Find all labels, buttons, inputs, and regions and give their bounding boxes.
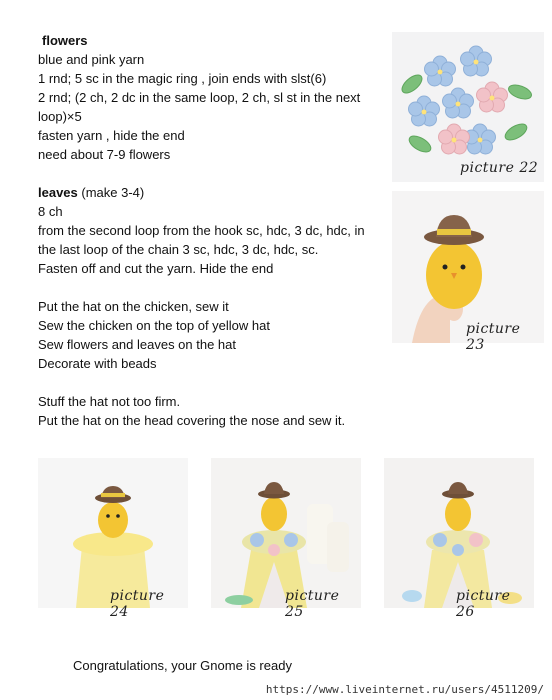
assembly-line: Sew the chicken on the top of yellow hat [38,318,270,333]
assembly-line: Sew flowers and leaves on the hat [38,337,237,352]
flowers-heading: flowers [42,33,88,48]
gnome-base-illustration [38,458,188,608]
finish-line: Put the hat on the head covering the nose and sew it. [38,413,346,428]
leaves-line: the last loop of the chain 3 sc, hdc, 3 dc, hdc, sc. [38,242,319,257]
closing-text: Congratulations, your Gnome is ready [73,658,292,673]
leaves-line: Fasten off and cut the yarn. Hide the end [38,261,274,276]
leaves-heading-row [38,183,144,202]
watermark-url[interactable]: https://www.liveinternet.ru/users/4511209/ [265,683,544,696]
leaves-line: 8 ch [38,204,63,219]
leaves-heading: leaves [38,185,78,200]
picture-24-photo [38,458,188,620]
flowers-line: 2 rnd; (2 ch, 2 dc in the same loop, 2 ch, sl st in the next [38,90,361,105]
gnome-candles-illustration [211,458,361,608]
picture-26-photo [384,458,534,620]
leaves-note: (make 3-4) [77,185,145,200]
flowers-line: blue and pink yarn [38,52,145,67]
picture-25-photo [211,458,361,620]
flowers-line: 1 rnd; 5 sc in the magic ring , join ends with slst(6) [38,71,327,86]
leaves-line: from the second loop from the hook sc, hdc, 3 dc, hdc, in [38,223,365,238]
flowers-line: need about 7-9 flowers [38,147,171,162]
assembly-line: Put the hat on the chicken, sew it [38,299,229,314]
picture-22-photo [392,32,544,182]
picture-23-photo [392,191,544,353]
finish-line: Stuff the hat not too firm. [38,394,181,409]
picture-25-caption: picture 25 [285,588,340,620]
picture-23-caption: picture 23 [466,321,521,353]
picture-24-caption: picture 24 [110,588,165,620]
picture-26-caption: picture 26 [456,588,511,620]
flowers-line: loop)×5 [38,109,82,124]
flowers-line: fasten yarn , hide the end [38,128,185,143]
assembly-line: Decorate with beads [38,356,157,371]
picture-22-caption: picture 22 [460,160,539,176]
gnome-finished-illustration [384,458,534,608]
